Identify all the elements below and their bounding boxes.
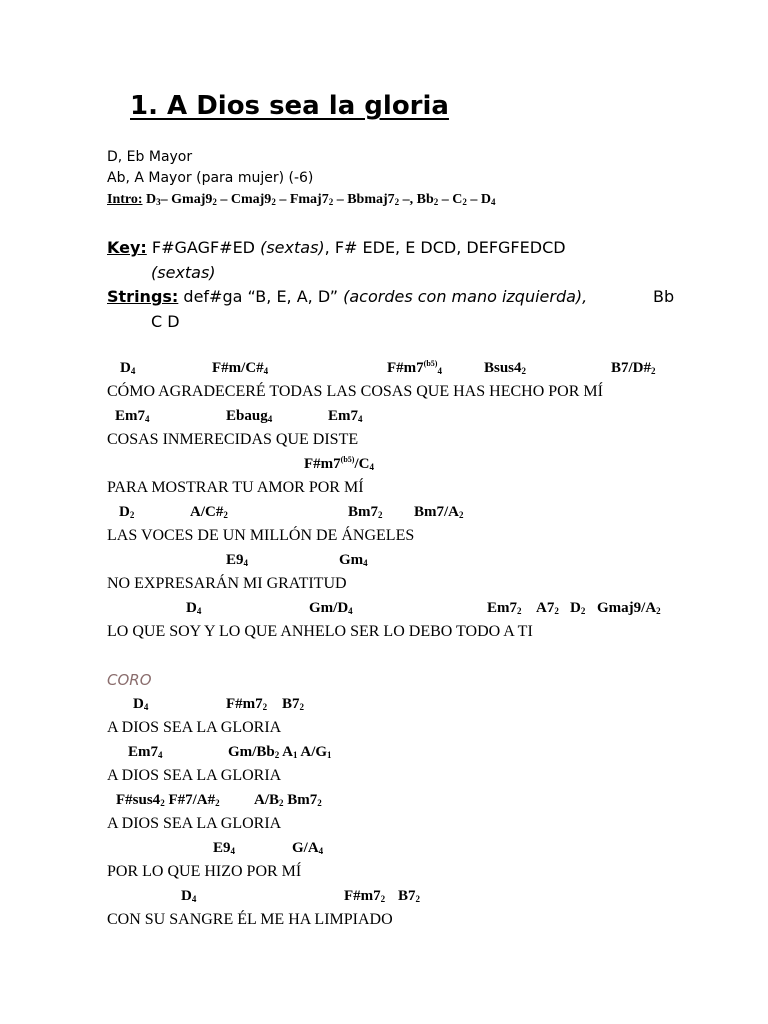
verse-lyric-line: LO QUE SOY Y LO QUE ANHELO SER LO DEBO TODO A TI: [107, 623, 533, 640]
chorus-chord: $F\#sus4_2$ $F\#7/A\#_2$: [116, 792, 220, 808]
verse-chord: $Gm_4$: [339, 552, 368, 568]
key-line-2: Ab, A Mayor (para mujer) (-6): [107, 170, 314, 186]
verse-lyric-line: NO EXPRESARÁN MI GRATITUD: [107, 575, 347, 592]
intro-chord-sequence: $D_3-$ $Gmaj9_2$ – $Cmaj9_2$ – $Fmaj7_2$ – $Bbmaj7_2$ –, $Bb_2 - C_2 - D_4$: [146, 192, 496, 207]
verse-chord: $Bsus4_2$: [484, 360, 527, 376]
chorus-lyric-line: A DIOS SEA LA GLORIA: [107, 767, 282, 784]
key-label: Key:: [107, 238, 147, 257]
chorus-chord: $A/B_2$ $Bm7_2$: [254, 792, 322, 808]
chorus-label: CORO: [107, 671, 152, 689]
verse-chord: $A/C\#_2$: [190, 504, 228, 520]
strings-bb: Bb: [653, 287, 675, 306]
verse-chord: $F\#m7^{(b5)}/C_4$: [304, 455, 374, 472]
verse-chord: $F\#m7^{(b5)}_4$: [387, 359, 442, 376]
chorus-lyric-line: A DIOS SEA LA GLORIA: [107, 719, 282, 736]
verse-chord: $E9_4$: [226, 552, 249, 568]
chorus-chord: $D_4$: [133, 696, 149, 712]
intro-label: Intro:: [107, 192, 143, 207]
song-title: 1. A Dios sea la gloria: [130, 91, 449, 121]
key-notes-2: , F# EDE, E DCD, DEFGFEDCD: [324, 238, 566, 257]
verse-lyric-line: CÓMO AGRADECERÉ TODAS LAS COSAS QUE HAS HECHO POR MÍ: [107, 383, 603, 400]
verse-chord: $A7_2$: [536, 600, 559, 616]
verse-chord: $F\#m/C\#_4$: [212, 360, 269, 376]
chorus-chord: $F\#m7_2$: [344, 888, 386, 904]
intro-line: [107, 192, 496, 208]
chorus-lyric-line: CON SU SANGRE ÉL ME HA LIMPIADO: [107, 911, 393, 928]
key-italic-1: (sextas): [260, 238, 325, 257]
verse-lyric-line: PARA MOSTRAR TU AMOR POR MÍ: [107, 479, 364, 496]
strings-row: [107, 287, 675, 306]
verse-chord: $Bm7_2$: [348, 504, 383, 520]
chorus-lyric-line: POR LO QUE HIZO POR MÍ: [107, 863, 302, 880]
key-row: [107, 238, 566, 257]
chorus-chord: $Em7_4$: [128, 744, 163, 760]
chorus-chord: $B7_2$: [282, 696, 305, 712]
verse-chord: $Em7_2$: [487, 600, 522, 616]
verse-chord: $D_2$: [570, 600, 586, 616]
chorus-chord: $F\#m7_2$: [226, 696, 268, 712]
chorus-chord: $B7_2$: [398, 888, 421, 904]
verse-chord: $Em7_4$: [328, 408, 363, 424]
verse-chord: Ebaug$_4$: [226, 408, 273, 424]
strings-label: Strings:: [107, 287, 179, 306]
verse-chord: $Gmaj9/A_2$: [597, 600, 661, 616]
verse-chord: $Em7_4$: [115, 408, 150, 424]
strings-notes: def#ga “B, E, A, D”: [183, 287, 339, 306]
verse-chord: $D_2$: [119, 504, 135, 520]
chorus-chord: $D_4$: [181, 888, 197, 904]
strings-italic: (acordes con mano izquierda),: [343, 287, 588, 306]
chorus-chord: $G/A_4$: [292, 840, 324, 856]
strings-row-continued: [151, 312, 180, 331]
verse-lyric-line: LAS VOCES DE UN MILLÓN DE ÁNGELES: [107, 527, 415, 544]
verse-chord: $D_4$: [120, 360, 136, 376]
chorus-chord: $E9_4$: [213, 840, 236, 856]
verse-chord: $Gm/D_4$: [309, 600, 353, 616]
chorus-lyric-line: A DIOS SEA LA GLORIA: [107, 815, 282, 832]
key-row-continued: [151, 263, 216, 282]
key-line-1: D, Eb Mayor: [107, 149, 193, 165]
key-notes-1: F#GAGF#ED: [151, 238, 255, 257]
strings-cd: C D: [151, 312, 180, 331]
verse-lyric-line: COSAS INMERECIDAS QUE DISTE: [107, 431, 359, 448]
verse-chord: $B7/D\#_2$: [611, 360, 656, 376]
verse-chord: $D_4$: [186, 600, 202, 616]
verse-chord: $Bm7/A_2$: [414, 504, 464, 520]
chorus-chord: $Gm/Bb_2$ $A_1$ $A/G_1$: [228, 744, 332, 760]
key-italic-2: (sextas): [151, 263, 216, 282]
